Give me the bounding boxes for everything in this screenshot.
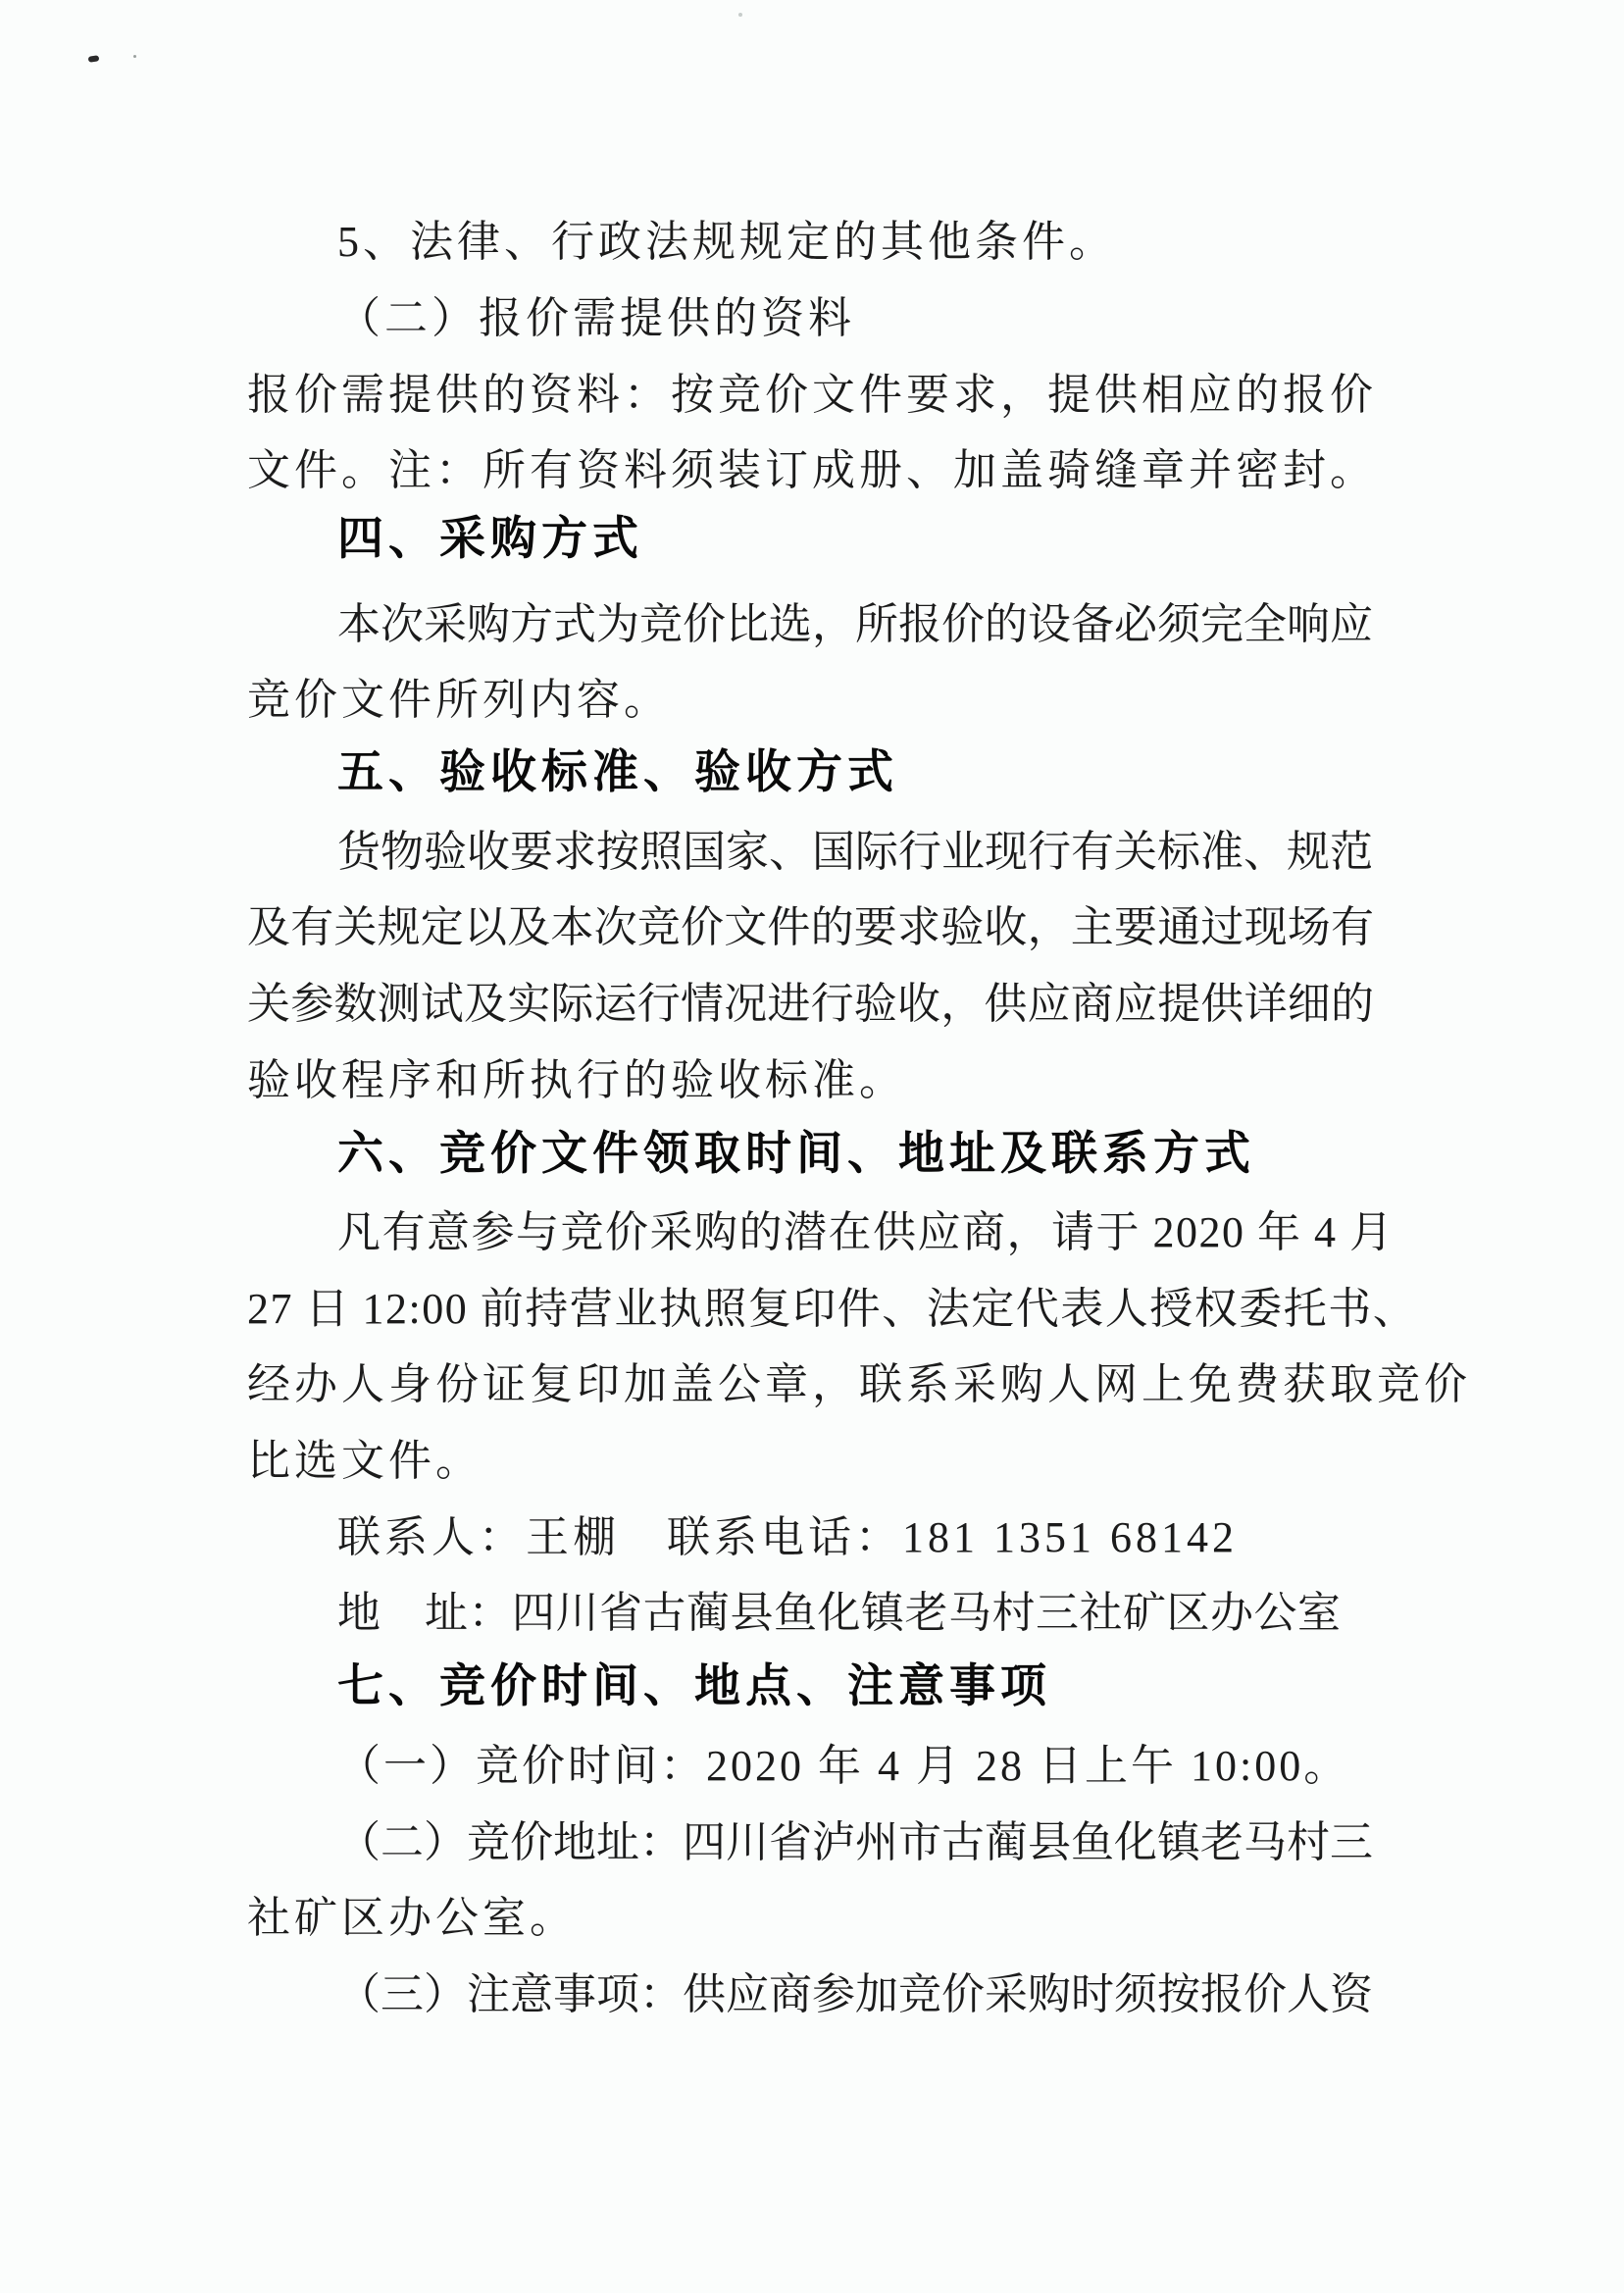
text-line: 5、法律、行政法规规定的其他条件。 <box>337 218 1116 266</box>
text-line: 货物验收要求按照国家、国际行业现行有关标准、规范 <box>337 828 1373 876</box>
text-line: （二）竞价地址：四川省泸州市古蔺县鱼化镇老马村三 <box>337 1818 1373 1866</box>
section-heading: 七、竞价时间、地点、注意事项 <box>337 1659 1051 1711</box>
text-line: 凡有意参与竞价采购的潜在供应商，请于 2020 年 4 月 <box>337 1208 1395 1256</box>
text-line: 地 址：四川省古蔺县鱼化镇老马村三社矿区办公室 <box>337 1589 1342 1637</box>
text-line: 社矿区办公室。 <box>247 1894 577 1942</box>
scan-speck <box>88 55 100 62</box>
text-line: 竞价文件所列内容。 <box>247 676 671 724</box>
text-line: 经办人身份证复印加盖公章，联系采购人网上免费获取竞价 <box>247 1360 1471 1408</box>
text-line: 关参数测试及实际运行情况进行验收，供应商应提供详细的 <box>247 980 1375 1028</box>
text-line: （三）注意事项：供应商参加竞价采购时须按报价人资 <box>337 1970 1373 2018</box>
section-heading: 四、采购方式 <box>337 512 643 564</box>
section-heading: 六、竞价文件领取时间、地址及联系方式 <box>337 1127 1255 1179</box>
text-line: 报价需提供的资料：按竞价文件要求，提供相应的报价 <box>247 371 1377 419</box>
section-heading: 五、验收标准、验收方式 <box>337 745 898 797</box>
text-line: 文件。注：所有资料须装订成册、加盖骑缝章并密封。 <box>247 446 1377 494</box>
text-line: 及有关规定以及本次竞价文件的要求验收，主要通过现场有 <box>247 903 1375 951</box>
scan-speck <box>738 13 742 17</box>
text-line: 27 日 12:00 前持营业执照复印件、法定代表人授权委托书、 <box>247 1285 1418 1333</box>
text-line: 验收程序和所执行的验收标准。 <box>247 1056 906 1104</box>
text-line: （二）报价需提供的资料 <box>337 294 855 342</box>
text-line: 比选文件。 <box>247 1437 482 1485</box>
text-line: 本次采购方式为竞价比选，所报价的设备必须完全响应 <box>337 600 1373 648</box>
text-line: （一）竞价时间：2020 年 4 月 28 日上午 10:00。 <box>337 1742 1350 1790</box>
text-line: 联系人：王棚 联系电话：181 1351 68142 <box>337 1513 1238 1561</box>
scan-speck <box>133 55 136 58</box>
